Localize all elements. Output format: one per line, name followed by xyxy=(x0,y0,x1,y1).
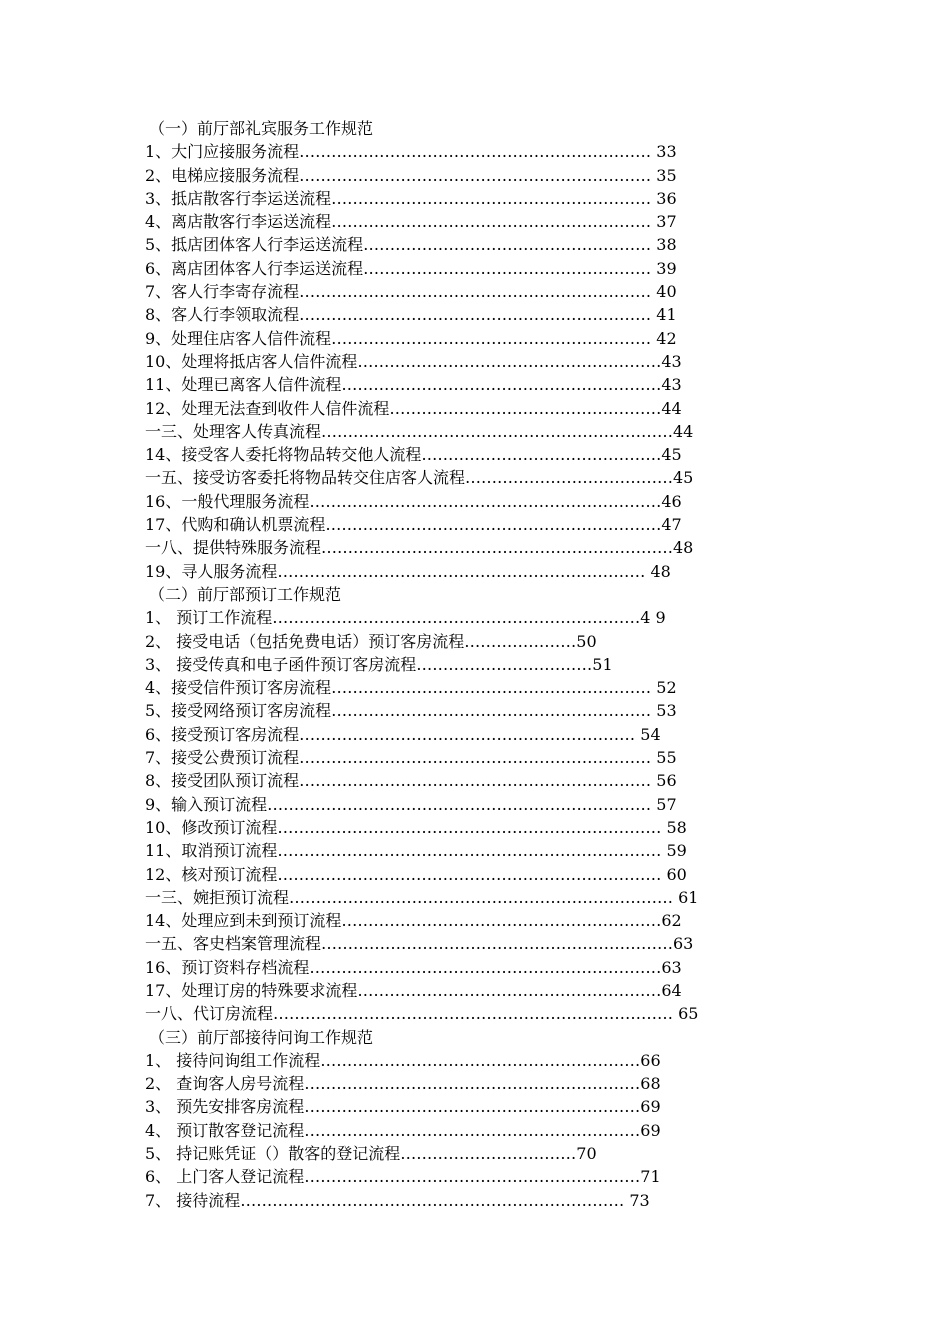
toc-entry: 5、抵店团体客人行李运送流程……………………………………………… 38 xyxy=(145,235,677,255)
toc-entry: 1、 接待问询组工作流程……………………………………………………66 xyxy=(145,1050,661,1070)
toc-entry: 9、处理住店客人信件流程…………………………………………………… 42 xyxy=(145,328,677,348)
section-heading-reception: （三）前厅部接待问询工作规范 xyxy=(149,1027,374,1047)
toc-entry: 一五、接受访客委托将物品转交住店客人流程…………………………………45 xyxy=(145,468,694,488)
toc-entry: 17、代购和确认机票流程………………………………………………………47 xyxy=(145,515,682,535)
toc-entry: 12、核对预订流程……………………………………………………………… 60 xyxy=(145,864,687,884)
toc-entry: 1、 预订工作流程……………………………………………………………4 9 xyxy=(145,608,666,628)
toc-entry: 11、取消预订流程……………………………………………………………… 59 xyxy=(145,841,687,861)
toc-entry: 4、离店散客行李运送流程…………………………………………………… 37 xyxy=(145,212,677,232)
toc-entry: 6、接受预订客房流程……………………………………………………… 54 xyxy=(145,724,661,744)
section-heading-concierge: （一）前厅部礼宾服务工作规范 xyxy=(149,119,374,138)
table-of-contents xyxy=(145,117,825,1212)
section-heading-reservations: （二）前厅部预订工作规范 xyxy=(149,584,342,604)
toc-entry: 3、 预先安排客房流程………………………………………………………69 xyxy=(145,1097,661,1117)
toc-entry: 6、离店团体客人行李运送流程……………………………………………… 39 xyxy=(145,258,677,278)
toc-entry: 7、接受公费预订流程………………………………………………………… 55 xyxy=(145,748,677,768)
toc-entry: 2、 接受电话（包括免费电话）预订客房流程…………………50 xyxy=(145,631,597,651)
toc-entry: 7、 接待流程……………………………………………………………… 73 xyxy=(145,1190,650,1210)
toc-entry: 1、大门应接服务流程………………………………………………………… 33 xyxy=(145,142,677,162)
toc-entry: 一三、处理客人传真流程…………………………………………………………44 xyxy=(145,421,694,441)
toc-entry: 4、 预订散客登记流程………………………………………………………69 xyxy=(145,1120,661,1140)
toc-entry: 19、寻人服务流程…………………………………………………………… 48 xyxy=(145,561,671,581)
toc-entry: 2、电梯应接服务流程………………………………………………………… 35 xyxy=(145,165,677,185)
toc-entry: 6、 上门客人登记流程………………………………………………………71 xyxy=(145,1167,661,1187)
toc-entry: 4、接受信件预订客房流程…………………………………………………… 52 xyxy=(145,678,677,698)
toc-entry: 14、处理应到未到预订流程……………………………………………………62 xyxy=(145,911,682,931)
toc-entry: 10、修改预订流程……………………………………………………………… 58 xyxy=(145,817,687,837)
toc-entry: 12、处理无法查到收件人信件流程……………………………………………44 xyxy=(145,398,682,418)
toc-entry: 14、接受客人委托将物品转交他人流程………………………………………45 xyxy=(145,445,682,465)
toc-entry: 8、接受团队预订流程………………………………………………………… 56 xyxy=(145,771,677,791)
toc-entry: 一五、客史档案管理流程…………………………………………………………63 xyxy=(145,934,694,954)
toc-entry: 11、处理已离客人信件流程……………………………………………………43 xyxy=(145,375,682,395)
toc-entry: 7、客人行李寄存流程………………………………………………………… 40 xyxy=(145,282,677,302)
toc-entry: 一三、婉拒预订流程……………………………………………………………… 61 xyxy=(145,887,699,907)
toc-entry: 5、接受网络预订客房流程…………………………………………………… 53 xyxy=(145,701,677,721)
toc-entry: 2、 查询客人房号流程………………………………………………………68 xyxy=(145,1074,661,1094)
toc-entry: 3、 接受传真和电子函件预订客房流程……………………………51 xyxy=(145,654,613,674)
toc-entry: 16、预订资料存档流程…………………………………………………………63 xyxy=(145,957,682,977)
toc-entry: 一八、提供特殊服务流程…………………………………………………………48 xyxy=(145,538,694,558)
toc-entry: 16、一般代理服务流程…………………………………………………………46 xyxy=(145,491,682,511)
toc-entry: 10、处理将抵店客人信件流程…………………………………………………43 xyxy=(145,351,682,371)
toc-entry: 8、客人行李领取流程………………………………………………………… 41 xyxy=(145,305,677,325)
toc-entry: 9、输入预订流程……………………………………………………………… 57 xyxy=(145,794,677,814)
toc-entry: 3、抵店散客行李运送流程…………………………………………………… 36 xyxy=(145,188,677,208)
toc-entry: 17、处理订房的特殊要求流程…………………………………………………64 xyxy=(145,980,682,1000)
toc-entry: 5、 持记账凭证（）散客的登记流程……………………………70 xyxy=(145,1144,597,1164)
toc-entry: 一八、代订房流程………………………………………………………………… 65 xyxy=(145,1004,699,1024)
